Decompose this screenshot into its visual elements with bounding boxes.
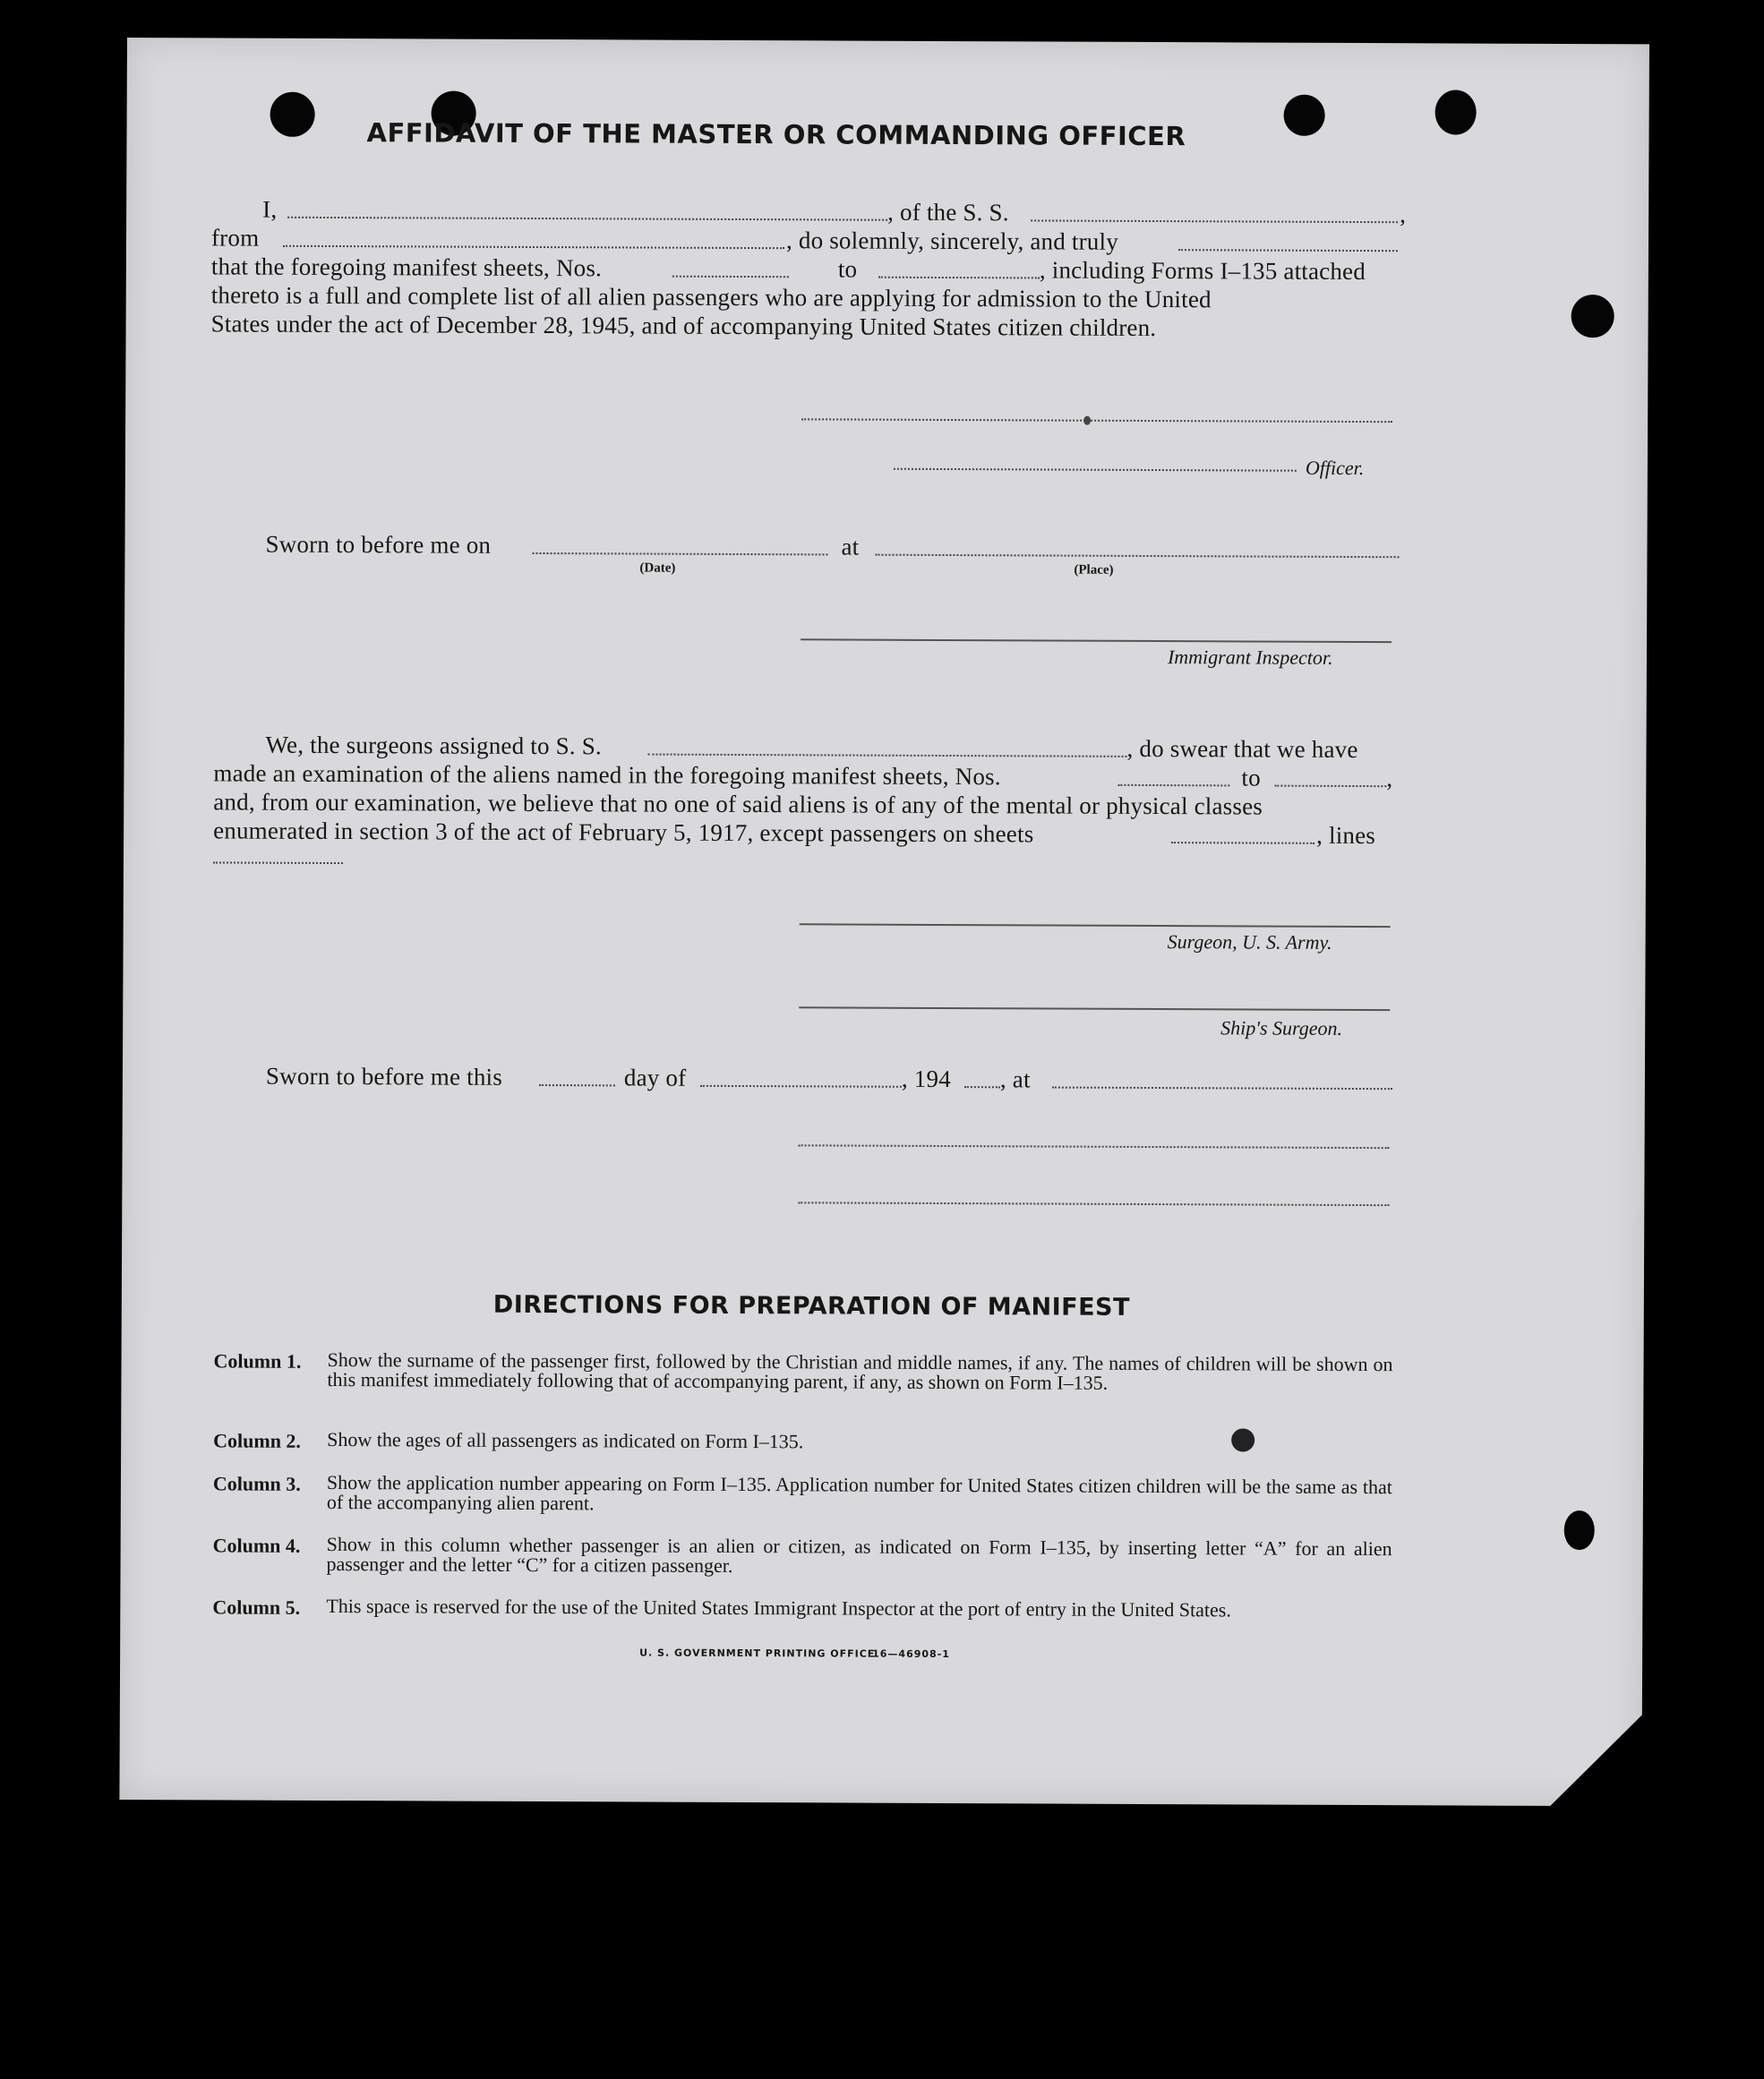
from-text: from bbox=[210, 224, 260, 252]
sheet-from-field[interactable] bbox=[672, 276, 789, 278]
forms-text: , including Forms I–135 attached bbox=[1039, 256, 1366, 286]
punch-hole bbox=[1284, 95, 1325, 136]
sworn-on-text: Sworn to before me on bbox=[265, 530, 492, 559]
sworn-date-field[interactable] bbox=[532, 552, 827, 555]
except-sheets-field[interactable] bbox=[1171, 842, 1314, 844]
surgeons-line2a: made an examination of the aliens named in the foregoing manifest sheets, Nos. bbox=[213, 759, 1001, 791]
column-1-label: Column 1. bbox=[213, 1349, 302, 1373]
inspector-caption: Immigrant Inspector. bbox=[1167, 646, 1333, 669]
officer-signature-field[interactable] bbox=[894, 468, 1297, 472]
printer-imprint: U. S. GOVERNMENT PRINTING OFFICE bbox=[639, 1647, 876, 1660]
column-4-text: Show in this column whether passenger is an alien or citizen, as indicated on Form I–135, by inserting letter “A” for an alien passenger and the letter “C” for a citizen passenger. bbox=[326, 1532, 1392, 1577]
lines-field[interactable] bbox=[213, 861, 343, 864]
surgeons-to-text: to bbox=[1241, 764, 1261, 791]
column-3-label: Column 3. bbox=[212, 1472, 301, 1495]
surgeon-ship-field[interactable] bbox=[648, 754, 1127, 757]
sworn-this-text: Sworn to before me this bbox=[265, 1062, 503, 1091]
ship-surgeon-caption: Ship's Surgeon. bbox=[1220, 1016, 1343, 1040]
directions-title: DIRECTIONS FOR PREPARATION OF MANIFEST bbox=[492, 1290, 1131, 1322]
manifest-sheets-text: that the foregoing manifest sheets, Nos. bbox=[210, 252, 603, 282]
army-surgeon-signature-field[interactable] bbox=[800, 923, 1391, 928]
punch-hole bbox=[1435, 90, 1477, 134]
sheet-to-field[interactable] bbox=[878, 277, 1040, 279]
master-name-field[interactable] bbox=[287, 217, 887, 221]
surgeon-sheet-to-field[interactable] bbox=[1274, 785, 1386, 788]
officer-caption: Officer. bbox=[1305, 456, 1365, 480]
column-3-text: Show the application number appearing on Form I–135. Application number for United States citizen children will be the same as that of the accompanying alien parent. bbox=[326, 1470, 1393, 1515]
sworn-year-field[interactable] bbox=[964, 1086, 1000, 1088]
from-port-field[interactable] bbox=[283, 245, 784, 249]
affidavit-title: AFFIDAVIT OF THE MASTER OR COMMANDING OFFICER bbox=[366, 117, 1186, 152]
document-page bbox=[119, 38, 1649, 1806]
column-4-label: Column 4. bbox=[212, 1534, 301, 1557]
sworn-day-field[interactable] bbox=[539, 1084, 615, 1086]
surgeons-line4b: , lines bbox=[1316, 821, 1376, 850]
sworn-month-field[interactable] bbox=[700, 1085, 902, 1088]
oath-field[interactable] bbox=[1178, 249, 1398, 252]
punch-hole bbox=[1571, 295, 1614, 338]
date-caption: (Date) bbox=[639, 560, 676, 576]
sworn-at-field[interactable] bbox=[1052, 1087, 1392, 1091]
surgeons-comma: , bbox=[1386, 765, 1393, 792]
at-text: at bbox=[841, 533, 860, 560]
signature-line[interactable] bbox=[799, 1144, 1390, 1149]
affidavit-line4: thereto is a full and complete list of all alien passengers who are applying for admission to the United bbox=[210, 281, 1212, 313]
surgeons-line1b: , do swear that we have bbox=[1126, 734, 1358, 764]
form-code: 16—46908-1 bbox=[872, 1647, 950, 1661]
sworn-at-text: , at bbox=[999, 1065, 1031, 1093]
ship-surgeon-signature-field[interactable] bbox=[799, 1006, 1390, 1011]
surgeon-sheet-from-field[interactable] bbox=[1117, 784, 1229, 787]
to-text: to bbox=[837, 255, 858, 283]
year-text: , 194 bbox=[901, 1065, 951, 1093]
column-2-text: Show the ages of all passengers as indicated on Form I–135. bbox=[327, 1427, 804, 1453]
place-caption: (Place) bbox=[1074, 562, 1114, 578]
column-1-text: Show the surname of the passenger first, followed by the Christian and middle names, if any. The names of children will be shown on this manifest immediately following that of accompanying parent, if any, as shown on Form I–135. bbox=[327, 1348, 1393, 1394]
column-5-label: Column 5. bbox=[212, 1596, 301, 1619]
torn-corner bbox=[1546, 1711, 1645, 1810]
inspector-signature-field[interactable] bbox=[801, 638, 1392, 643]
punch-hole bbox=[1564, 1510, 1595, 1550]
surgeons-line1a: We, the surgeons assigned to S. S. bbox=[265, 731, 602, 760]
day-of-text: day of bbox=[623, 1064, 687, 1091]
ship-name-field[interactable] bbox=[1031, 219, 1398, 223]
solemnly-text: , do solemnly, sincerely, and truly bbox=[785, 227, 1119, 255]
signature-line[interactable] bbox=[798, 1202, 1389, 1206]
signature-line[interactable] bbox=[801, 418, 1392, 423]
of-the-ss-text: , of the S. S. bbox=[887, 198, 1009, 227]
comma-text: , bbox=[1400, 201, 1407, 228]
affidavit-i: I, bbox=[262, 195, 278, 223]
surgeons-line4a: enumerated in section 3 of the act of February 5, 1917, except passengers on sheets bbox=[213, 817, 1034, 848]
army-surgeon-caption: Surgeon, U. S. Army. bbox=[1167, 930, 1332, 954]
surgeons-line3: and, from our examination, we believe that no one of said aliens is of any of the mental or physical classes bbox=[213, 788, 1263, 820]
affidavit-line5: States under the act of December 28, 1945, and of accompanying United States citizen children. bbox=[210, 310, 1157, 342]
column-2-label: Column 2. bbox=[213, 1429, 302, 1452]
column-5-text: This space is reserved for the use of the United States Immigrant Inspector at the port of entry in the United States. bbox=[326, 1594, 1231, 1621]
sworn-place-field[interactable] bbox=[875, 554, 1399, 559]
punch-hole bbox=[270, 92, 315, 137]
